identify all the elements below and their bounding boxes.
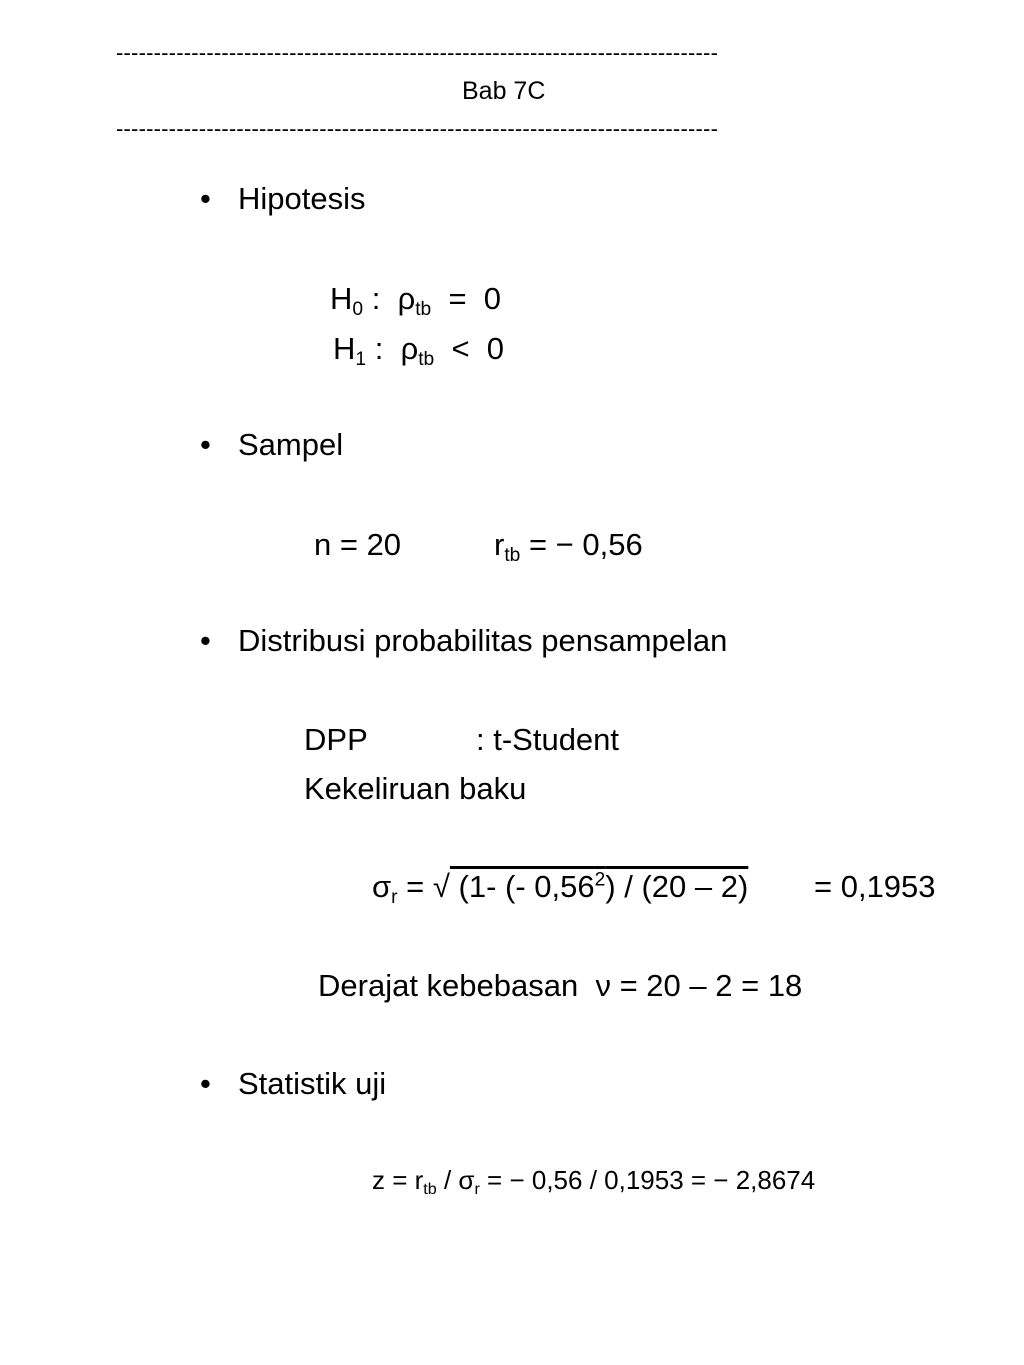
nu-symbol: ν [595, 968, 611, 1003]
radicand [450, 869, 748, 904]
h0-relation: = [448, 281, 467, 316]
standard-error-result: = 0,1953 [814, 869, 936, 904]
header-rule-top: -------------------------------------------------------------------------------- [116, 40, 719, 65]
z-sigma-subscript: r [474, 1179, 480, 1198]
r-subscript: tb [504, 544, 521, 566]
bullet-statistik [200, 1066, 386, 1102]
header-rule-bottom: -------------------------------------------------------------------------------- [116, 116, 719, 141]
standard-error-formula [372, 869, 749, 908]
hypothesis-h1 [333, 331, 505, 370]
bullet-icon: • [200, 623, 211, 658]
derajat-expression: = 20 – 2 = 18 [610, 968, 803, 1003]
z-expression: z = r [372, 1165, 424, 1195]
h0-rho: ρ [397, 281, 416, 316]
dpp-value: : t-Student [476, 722, 620, 757]
hypothesis-h0 [330, 281, 502, 320]
h0-rho-subscript: tb [415, 298, 432, 320]
sigma-symbol: σ [372, 869, 392, 904]
sample-correlation [494, 527, 643, 566]
heading-sampel: Sampel [238, 427, 344, 462]
degrees-of-freedom [318, 968, 802, 1004]
bullet-icon: • [200, 1066, 211, 1101]
h0-subscript: 0 [352, 298, 364, 320]
page-title: Bab 7C [462, 77, 546, 105]
h1-value: 0 [486, 331, 505, 366]
z-divide-sigma: / σ [436, 1165, 475, 1195]
bullet-distribusi [200, 623, 727, 659]
dpp-label: DPP [304, 722, 368, 757]
z-result: = − 0,56 / 0,1953 = − 2,8674 [479, 1165, 816, 1195]
h0-symbol: H [330, 281, 353, 316]
derajat-label: Derajat kebebasan [318, 968, 579, 1003]
h0-colon: : [371, 281, 381, 316]
h1-colon: : [374, 331, 384, 366]
bullet-icon: • [200, 427, 211, 462]
sigma-subscript: r [391, 886, 398, 908]
h1-subscript: 1 [355, 348, 367, 370]
r-value: = − 0,56 [520, 527, 643, 562]
radicand-part-b: ) / (20 – 2) [605, 869, 749, 904]
bullet-sampel [200, 427, 343, 463]
heading-distribusi: Distribusi probabilitas pensampelan [238, 623, 728, 658]
z-r-subscript: tb [423, 1179, 437, 1198]
h1-relation: < [451, 331, 470, 366]
kekeliruan-label: Kekeliruan baku [304, 771, 527, 806]
h1-symbol: H [333, 331, 356, 366]
sample-size: n = 20 [314, 527, 402, 562]
h1-rho-subscript: tb [418, 348, 435, 370]
bullet-icon: • [200, 181, 211, 216]
radicand-part-a: (1- (- 0,56 [449, 869, 595, 904]
heading-statistik: Statistik uji [238, 1066, 387, 1101]
r-symbol: r [494, 527, 505, 562]
sqrt-icon: √ [432, 869, 450, 904]
h0-value: 0 [483, 281, 502, 316]
bullet-hipotesis [200, 181, 366, 217]
test-statistic-formula [372, 1165, 815, 1196]
h1-rho: ρ [400, 331, 419, 366]
equals-sign: = [397, 869, 433, 904]
heading-hipotesis: Hipotesis [238, 181, 366, 216]
radicand-exponent: 2 [594, 869, 606, 891]
